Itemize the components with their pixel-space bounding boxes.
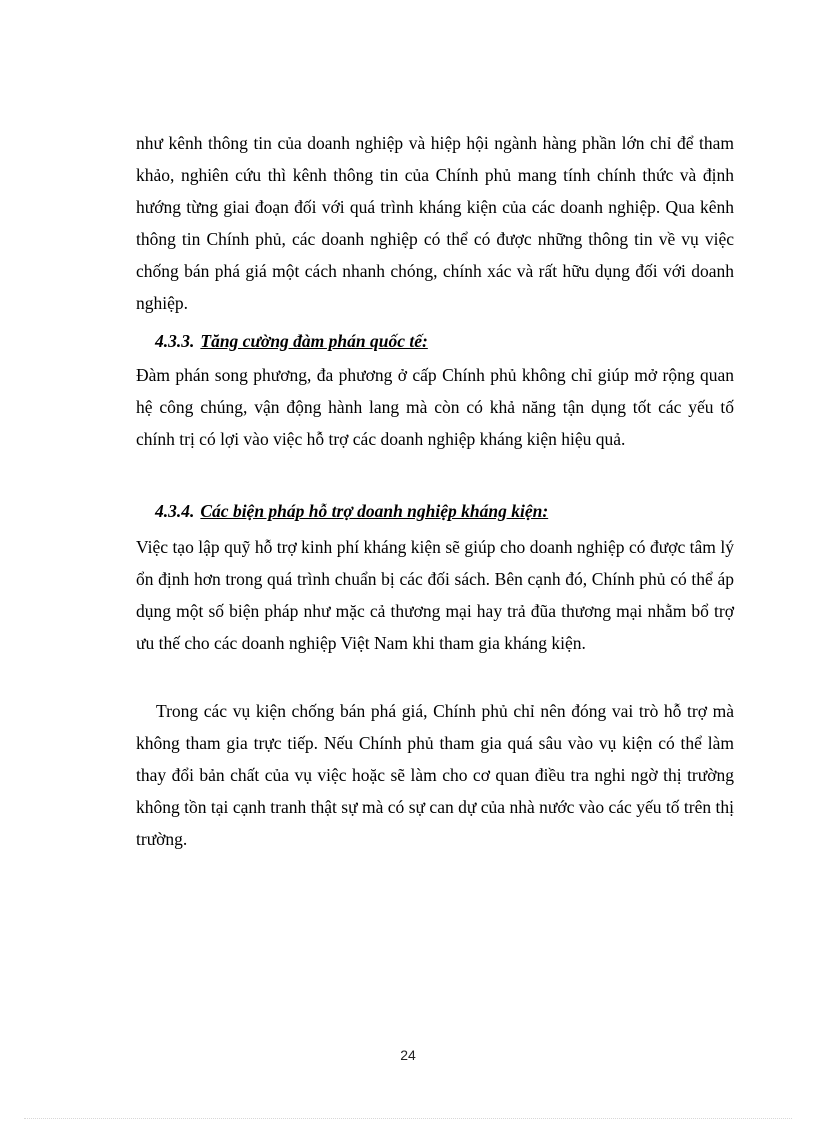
section-heading-4-3-4 (155, 495, 548, 527)
paragraph-intro: như kênh thông tin của doanh nghiệp và hiệp hội ngành hàng phần lớn chỉ để tham khảo, nghiên cứu thì kênh thông tin của Chính phủ mang tính chính thức và định hướng từng giai đoạn đối với quá trình kháng kiện của các doanh nghiệp. Qua kênh thông tin Chính phủ, các doanh nghiệp có thể có được những thông tin về vụ việc chống bán phá giá một cách nhanh chóng, chính xác và rất hữu dụng đối với doanh nghiệp. (136, 133, 734, 313)
page-bottom-divider (24, 1118, 792, 1119)
section-title: Tăng cường đàm phán quốc tế: (200, 331, 428, 351)
section-heading-4-3-3 (155, 325, 428, 357)
section-number: 4.3.3. (155, 331, 195, 351)
section-number: 4.3.4. (155, 501, 195, 521)
paragraph-negotiation: Đàm phán song phương, đa phương ở cấp Chính phủ không chỉ giúp mở rộng quan hệ công chúng, vận động hành lang mà còn có khả năng tận dụng tốt các yếu tố chính trị có lợi vào việc hỗ trợ các doanh nghiệp kháng kiện hiệu quả. (136, 365, 734, 449)
paragraph-support-fund: Việc tạo lập quỹ hỗ trợ kinh phí kháng kiện sẽ giúp cho doanh nghiệp có được tâm lý ổn định hơn trong quá trình chuẩn bị các đối sách. Bên cạnh đó, Chính phủ có thể áp dụng một số biện pháp như mặc cả thương mại hay trả đũa thương mại nhằm bổ trợ ưu thế cho các doanh nghiệp Việt Nam khi tham gia kháng kiện. (136, 537, 734, 653)
paragraph-government-role: Trong các vụ kiện chống bán phá giá, Chính phủ chỉ nên đóng vai trò hỗ trợ mà không tham gia trực tiếp. Nếu Chính phủ tham gia quá sâu vào vụ kiện có thể làm thay đổi bản chất của vụ việc hoặc sẽ làm cho cơ quan điều tra nghi ngờ thị trường không tồn tại cạnh tranh thật sự mà có sự can dự của nhà nước vào các yếu tố trên thị trường. (136, 701, 734, 849)
section-title: Các biện pháp hỗ trợ doanh nghiệp kháng kiện: (200, 501, 549, 521)
page-number: 24 (400, 1047, 416, 1063)
